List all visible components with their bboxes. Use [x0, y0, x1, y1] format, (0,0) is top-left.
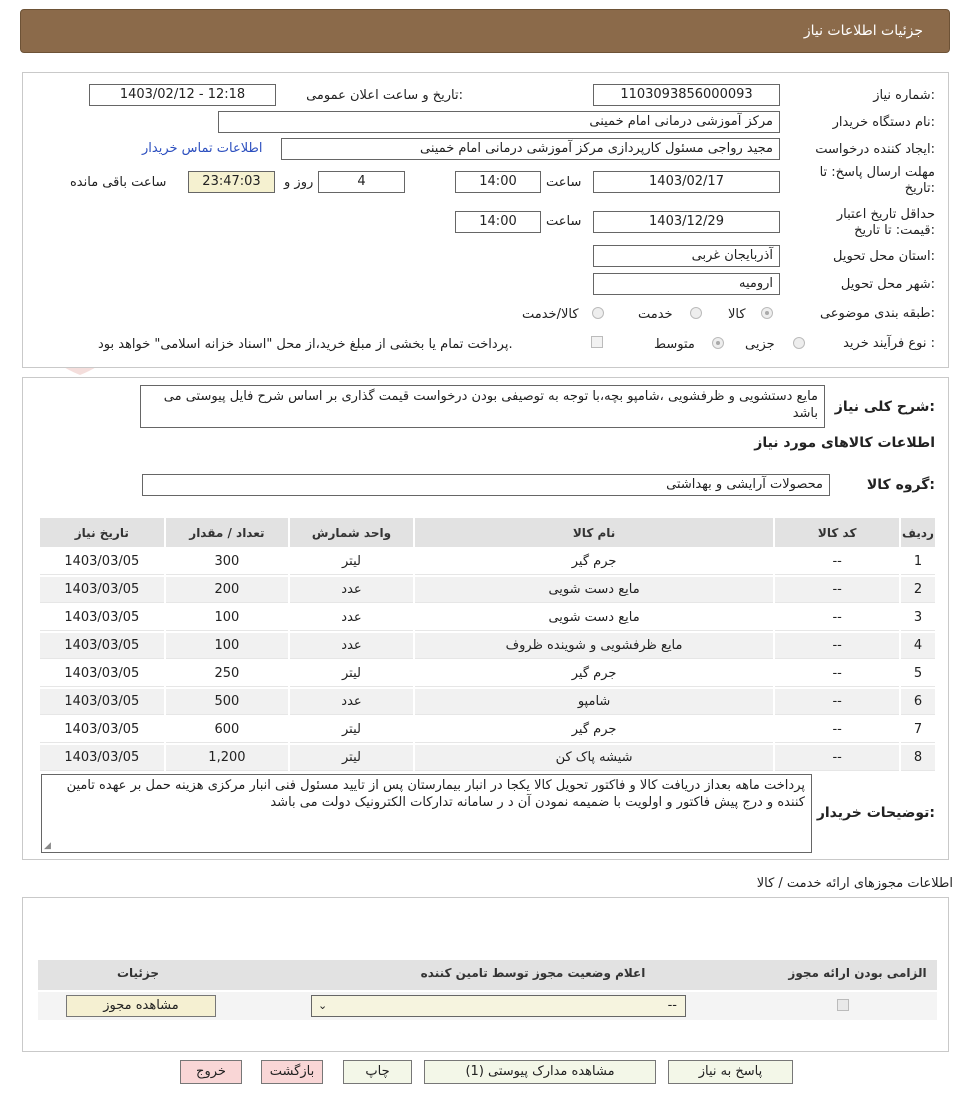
description-label: شرح کلی نیاز: [834, 399, 935, 415]
cell-qty: 1,200 [166, 745, 289, 771]
description-text: مایع دستشویی و ظرفشویی ،شامپو بچه،با توجه به توصیفی بودن درخواست قیمت گذاری بر اساس شرح فایل پیوستی می باشد [163, 389, 818, 421]
cell-row: 7 [901, 717, 935, 743]
chevron-down-icon: ⌄ [318, 999, 328, 1012]
col-row: ردیف [901, 518, 935, 547]
validity-date-field: 1403/12/29 [593, 211, 780, 233]
col-code: کد کالا [775, 518, 899, 547]
cell-date: 1403/03/05 [40, 745, 164, 771]
col-date: تاریخ نیاز [40, 518, 164, 547]
buyer-org-field: مرکز آموزشی درمانی امام خمینی [218, 111, 780, 133]
cell-date: 1403/03/05 [40, 689, 164, 715]
permit-required-checkbox [837, 999, 849, 1011]
process-radio-medium[interactable] [712, 337, 724, 349]
announce-field: 1403/02/12 - 12:18 [89, 84, 276, 106]
validity-time-field: 14:00 [455, 211, 541, 233]
treasury-checkbox[interactable] [591, 336, 603, 348]
validity-time-label: ساعت [546, 214, 582, 229]
permit-status-value: -- [667, 998, 677, 1013]
cell-unit: عدد [290, 689, 413, 715]
permit-status-select[interactable] [311, 995, 686, 1017]
buyer-contact-link[interactable]: اطلاعات تماس خریدار [142, 141, 263, 156]
table-row [40, 577, 935, 603]
cell-name: شامپو [415, 689, 774, 715]
buyer-notes-text: پرداخت ماهه بعداز دریافت کالا و فاکتور تحویل کالا یکجا در انبار بیمارستان پس از تایید مسئول فنی انبار مرکزی هزینه حمل بر عهده تامین کننده و درج پیش فاکتور و اولویت با ضمیمه نمودن آن د ر سامانه تدارکات الکترونیک دولت می باشد [66, 778, 805, 810]
page-title: جزئیات اطلاعات نیاز [803, 23, 923, 39]
deadline-label: مهلت ارسال پاسخ: تا تاریخ: [819, 165, 935, 196]
cell-qty: 500 [166, 689, 289, 715]
cell-name: جرم گیر [415, 661, 774, 687]
cell-qty: 300 [166, 549, 289, 575]
cell-code: -- [775, 689, 899, 715]
permits-col-status: اعلام وضعیت مجوز توسط تامین کننده [420, 966, 646, 980]
cell-code: -- [775, 717, 899, 743]
cell-code: -- [775, 605, 899, 631]
process-label: نوع فرآیند خرید : [843, 336, 935, 351]
cell-qty: 600 [166, 717, 289, 743]
process-option-medium: متوسط [654, 337, 695, 352]
category-option-goods: کالا [728, 307, 746, 322]
attachments-button[interactable]: مشاهده مدارک پیوستی (1) [424, 1060, 656, 1084]
permits-col-details: جزئیات [116, 966, 160, 980]
view-permit-button[interactable]: مشاهده مجوز [66, 995, 216, 1017]
table-row [40, 661, 935, 687]
cell-qty: 100 [166, 605, 289, 631]
cell-code: -- [775, 661, 899, 687]
buyer-notes-label: توضیحات خریدار: [816, 805, 935, 821]
city-field: ارومیه [593, 273, 780, 295]
goods-table [38, 516, 937, 773]
cell-row: 2 [901, 577, 935, 603]
process-radio-minor[interactable] [793, 337, 805, 349]
cell-name: جرم گیر [415, 549, 774, 575]
col-unit: واحد شمارش [290, 518, 413, 547]
buyer-org-label: نام دستگاه خریدار: [832, 115, 935, 130]
goods-section-title: اطلاعات کالاهای مورد نیاز [754, 435, 935, 451]
buyer-notes-textarea [41, 774, 812, 853]
permits-col-required: الزامی بودن ارائه مجوز [788, 966, 927, 980]
table-row [40, 689, 935, 715]
deadline-time-label: ساعت [546, 175, 582, 190]
payment-note: پرداخت تمام یا بخشی از مبلغ خرید،از محل "اسناد خزانه اسلامی" خواهد بود. [98, 337, 513, 352]
remaining-time-field: 23:47:03 [188, 171, 275, 193]
page-header [20, 9, 950, 53]
province-field: آذربایجان غربی [593, 245, 780, 267]
deadline-date-field: 1403/02/17 [593, 171, 780, 193]
province-label: استان محل تحویل: [833, 249, 935, 264]
need-number-field: 1103093856000093 [593, 84, 780, 106]
days-field: 4 [318, 171, 405, 193]
print-button[interactable]: چاپ [343, 1060, 412, 1084]
goods-group-label: گروه کالا: [866, 477, 935, 493]
validity-label: حداقل تاریخ اعتبار قیمت: تا تاریخ: [836, 207, 935, 238]
category-radio-goods[interactable] [761, 307, 773, 319]
cell-unit: لیتر [290, 661, 413, 687]
cell-row: 4 [901, 633, 935, 659]
cell-date: 1403/03/05 [40, 577, 164, 603]
remaining-label: ساعت باقی مانده [70, 175, 167, 190]
category-label: طبقه بندی موضوعی: [819, 306, 935, 321]
cell-date: 1403/03/05 [40, 633, 164, 659]
cell-code: -- [775, 549, 899, 575]
goods-group-field: محصولات آرایشی و بهداشتی [142, 474, 830, 496]
cell-name: جرم گیر [415, 717, 774, 743]
cell-row: 5 [901, 661, 935, 687]
cell-date: 1403/03/05 [40, 605, 164, 631]
deadline-time-field: 14:00 [455, 171, 541, 193]
category-option-service: خدمت [638, 307, 673, 322]
category-radio-service[interactable] [690, 307, 702, 319]
col-qty: تعداد / مقدار [166, 518, 289, 547]
cell-date: 1403/03/05 [40, 661, 164, 687]
category-radio-both[interactable] [592, 307, 604, 319]
process-option-minor: جزیی [745, 337, 775, 352]
back-button[interactable]: بازگشت [261, 1060, 323, 1084]
table-row [40, 633, 935, 659]
table-row [40, 549, 935, 575]
cell-unit: عدد [290, 605, 413, 631]
cell-row: 1 [901, 549, 935, 575]
cell-code: -- [775, 745, 899, 771]
reply-button[interactable]: پاسخ به نیاز [668, 1060, 793, 1084]
days-label: روز و [284, 175, 314, 190]
cell-qty: 100 [166, 633, 289, 659]
cell-unit: لیتر [290, 549, 413, 575]
cell-name: شیشه پاک کن [415, 745, 774, 771]
cell-qty: 250 [166, 661, 289, 687]
creator-field: مجید رواجی مسئول کارپردازی مرکز آموزشی درمانی امام خمینی [281, 138, 780, 160]
cell-name: مایع دست شویی [415, 577, 774, 603]
cell-row: 8 [901, 745, 935, 771]
cell-row: 6 [901, 689, 935, 715]
resize-grip-icon[interactable]: ◢ [44, 841, 51, 851]
table-row [40, 717, 935, 743]
announce-label: تاریخ و ساعت اعلان عمومی: [306, 88, 463, 103]
table-row [40, 745, 935, 771]
col-name: نام کالا [415, 518, 774, 547]
cell-unit: لیتر [290, 717, 413, 743]
cell-row: 3 [901, 605, 935, 631]
cell-code: -- [775, 633, 899, 659]
cell-unit: عدد [290, 633, 413, 659]
need-number-label: شماره نیاز: [873, 88, 935, 103]
table-row [40, 605, 935, 631]
cell-date: 1403/03/05 [40, 549, 164, 575]
cell-qty: 200 [166, 577, 289, 603]
permits-section-title: اطلاعات مجوزهای ارائه خدمت / کالا [756, 876, 953, 891]
cell-date: 1403/03/05 [40, 717, 164, 743]
exit-button[interactable]: خروج [180, 1060, 242, 1084]
cell-unit: عدد [290, 577, 413, 603]
cell-code: -- [775, 577, 899, 603]
description-textarea [140, 385, 825, 428]
cell-name: مایع دست شویی [415, 605, 774, 631]
goods-table-header [40, 518, 935, 547]
cell-unit: لیتر [290, 745, 413, 771]
creator-label: ایجاد کننده درخواست: [815, 142, 935, 157]
category-option-both: کالا/خدمت [522, 307, 579, 322]
cell-name: مایع ظرفشویی و شوینده ظروف [415, 633, 774, 659]
city-label: شهر محل تحویل: [840, 277, 935, 292]
